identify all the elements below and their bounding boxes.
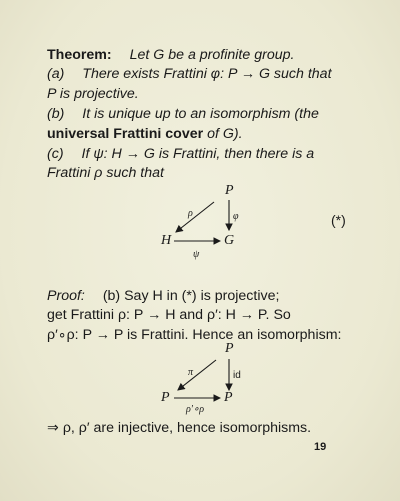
diagram2-label-pi: π: [188, 367, 194, 378]
theorem-line-a2: P is projective.: [47, 86, 139, 102]
proof-label: Proof:: [47, 288, 85, 304]
diagram2-label-composite: ρ′∘ρ: [186, 404, 205, 415]
conclusion-line: ⇒ ρ, ρ′ are injective, hence isomorphisms.: [47, 420, 312, 436]
diagram2-node-P-top: P: [225, 341, 234, 356]
part-a-text: There exists Frattini φ: P → G such that: [82, 66, 332, 82]
part-b-end: of G).: [207, 126, 243, 142]
diagram1-label-rho: ρ: [188, 208, 193, 219]
proof-line-2: get Frattini ρ: P → H and ρ′: H → P. So: [47, 307, 291, 323]
part-a-label: (a): [47, 66, 65, 82]
pi-arrow: [178, 360, 216, 390]
proof-line-1: [47, 288, 279, 304]
theorem-line-c2: Frattini ρ such that: [47, 165, 164, 181]
part-b-text: It is unique up to an isomorphism (the: [82, 106, 319, 122]
diagram2-label-id: id: [233, 370, 241, 381]
proof-text-1: (b) Say H in (*) is projective;: [102, 288, 280, 304]
diagram-tag: (*): [331, 212, 346, 228]
diagram1-node-P: P: [225, 183, 234, 198]
rho-arrow: [176, 202, 214, 232]
proof-line-3: ρ′∘ρ: P → P is Frattini. Hence an isomorphism:: [47, 327, 342, 343]
theorem-intro: Let G be a profinite group.: [129, 47, 295, 63]
diagram1-label-phi: φ: [233, 211, 239, 222]
diagram1-node-G: G: [224, 233, 235, 248]
part-c-text: If ψ: H → G is Frattini, then there is a: [81, 146, 315, 162]
theorem-heading: Theorem:: [47, 47, 112, 63]
part-c-label: (c): [47, 146, 64, 162]
universal-frattini-cover-term: universal Frattini cover: [47, 126, 204, 142]
diagram2-node-P-right: P: [224, 390, 233, 405]
diagram1-node-H: H: [161, 233, 172, 248]
diagram2-node-P-left: P: [161, 390, 170, 405]
diagram1-label-psi: ψ: [193, 249, 200, 260]
page-number: 19: [314, 441, 327, 453]
part-b-label: (b): [47, 106, 65, 122]
